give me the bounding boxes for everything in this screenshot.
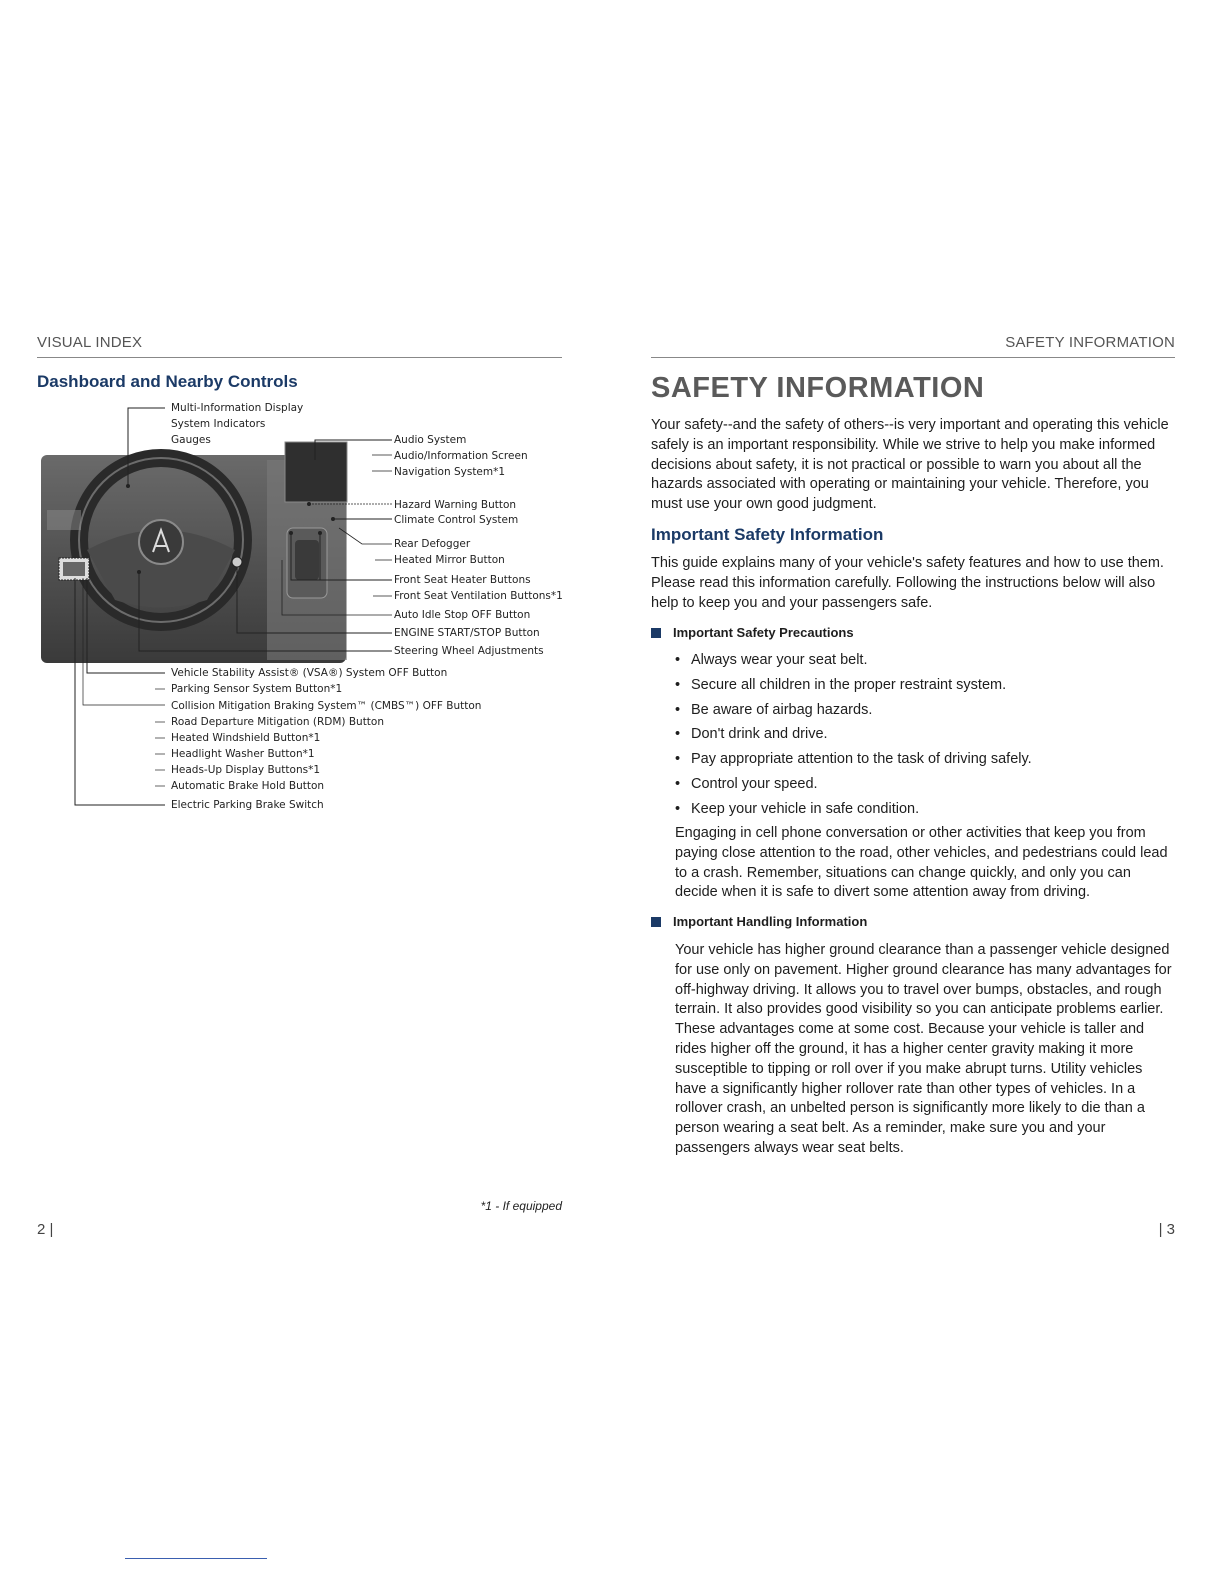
list-item-text: Pay appropriate attention to the task of driving safely. <box>691 751 1032 768</box>
label-parking-brake: Electric Parking Brake Switch <box>171 799 324 811</box>
label-cmbs-off: Collision Mitigation Braking System™ (CMBS™) OFF Button <box>171 700 482 712</box>
running-head-safety-info: SAFETY INFORMATION <box>651 334 1175 358</box>
list-item-text: Secure all children in the proper restraint system. <box>691 676 1007 693</box>
label-audio-info-screen: Audio/Information Screen <box>394 450 528 462</box>
list-item-text: Don't drink and drive. <box>691 726 828 743</box>
label-engine-start: ENGINE START/STOP Button <box>394 627 540 639</box>
label-vsa-off: Vehicle Stability Assist® (VSA®) System OFF Button <box>171 667 448 679</box>
label-system-indicators: System Indicators <box>171 418 266 430</box>
list-item: • Keep your vehicle in safe condition. <box>675 800 920 817</box>
section-title-dashboard: Dashboard and Nearby Controls <box>37 372 298 391</box>
label-rear-defogger: Rear Defogger <box>394 538 471 550</box>
list-item-text: Be aware of airbag hazards. <box>691 701 873 718</box>
list-item: • Pay appropriate attention to the task of driving safely. <box>675 751 1032 768</box>
label-climate-control: Climate Control System <box>394 514 519 526</box>
list-item: • Don't drink and drive. <box>675 726 828 743</box>
heading-safety-precautions <box>651 625 854 640</box>
right-page <box>651 0 1175 1584</box>
page-title: SAFETY INFORMATION <box>651 372 985 404</box>
label-steering-adjust: Steering Wheel Adjustments <box>394 645 544 657</box>
footnote-if-equipped: *1 - If equipped <box>480 1199 562 1213</box>
label-auto-idle-stop: Auto Idle Stop OFF Button <box>394 609 531 621</box>
guide-paragraph: This guide explains many of your vehicle's safety features and how to use them. Please read this information carefully. Following the instructions below will also help to keep you and your passengers safe. <box>651 555 1164 611</box>
label-headlight-washer: Headlight Washer Button*1 <box>171 748 315 760</box>
label-brake-hold: Automatic Brake Hold Button <box>171 780 325 792</box>
heading-safety-precautions-text: Important Safety Precautions <box>673 625 854 640</box>
handling-paragraph: Your vehicle has higher ground clearance than a passenger vehicle designed for use only on pavement. Higher ground clearance has many advantages for off-highway driving. It allows you to travel over bumps, obstacles, and rough terrain. It also provides good visibility so you can anticipate problems earlier. These advantages come at some cost. Because your vehicle is taller and rides higher off the ground, it has a higher center gravity making it more susceptible to tipping or roll over if you make abrupt turns. Utility vehicles have a significantly higher rollover rate than other types of vehicles. In a rollover crash, an unbelted person is significantly more likely to die than a person wearing a seat belt. As a reminder, make sure you and your passengers always wear seat belts. <box>675 942 1172 1156</box>
heading-handling-info-text: Important Handling Information <box>673 914 868 929</box>
cell-phone-paragraph: Engaging in cell phone conversation or other activities that keep you from paying close attention to the road, other vehicles, and pedestrians could lead to a crash. Remember, situations can change quickly, and only you can decide when it is safe to divert some attention away from driving. <box>675 825 1168 901</box>
heading-handling-info <box>651 914 867 929</box>
left-page <box>37 0 562 1584</box>
list-item-text: Keep your vehicle in safe condition. <box>691 800 920 817</box>
square-bullet-icon <box>651 917 661 927</box>
subheading-important-safety-info: Important Safety Information <box>651 525 884 544</box>
page-number-left: 2 | <box>37 1221 54 1238</box>
list-item: • Control your speed. <box>675 775 818 792</box>
label-audio-system: Audio System <box>394 434 467 446</box>
square-bullet-icon <box>651 628 661 638</box>
list-item-text: Control your speed. <box>691 775 818 792</box>
list-item: • Be aware of airbag hazards. <box>675 701 873 718</box>
label-multi-info-display: Multi-Information Display <box>171 402 304 414</box>
label-navigation-system: Navigation System*1 <box>394 466 506 478</box>
list-item-text: Always wear your seat belt. <box>691 652 868 668</box>
label-hud-buttons: Heads-Up Display Buttons*1 <box>171 764 321 776</box>
label-seat-heater: Front Seat Heater Buttons <box>394 574 531 586</box>
list-item: • Secure all children in the proper restraint system. <box>675 676 1007 693</box>
dashboard-diagram <box>37 400 562 820</box>
label-hazard-button: Hazard Warning Button <box>394 499 517 511</box>
label-heated-mirror: Heated Mirror Button <box>394 554 505 566</box>
label-rdm-button: Road Departure Mitigation (RDM) Button <box>171 716 385 728</box>
label-heated-windshield: Heated Windshield Button*1 <box>171 732 321 744</box>
list-item: • Always wear your seat belt. <box>675 652 868 668</box>
label-parking-sensor: Parking Sensor System Button*1 <box>171 683 343 695</box>
precautions-list <box>675 651 1175 825</box>
label-seat-ventilation: Front Seat Ventilation Buttons*1 <box>394 590 563 602</box>
intro-paragraph: Your safety--and the safety of others--is very important and operating this vehicle safely is an important responsibility. While we strive to help you make informed decisions about safety, it is not practical or possible to warn you about all the hazards associated with operating or maintaining your vehicle. Therefore, you must use your own good judgment. <box>651 417 1169 513</box>
running-head-visual-index: VISUAL INDEX <box>37 334 562 358</box>
info-screen-shape <box>285 442 347 502</box>
bottom-link-line <box>125 1558 267 1559</box>
label-gauges: Gauges <box>171 434 211 446</box>
page-number-right: | 3 <box>1158 1221 1175 1238</box>
